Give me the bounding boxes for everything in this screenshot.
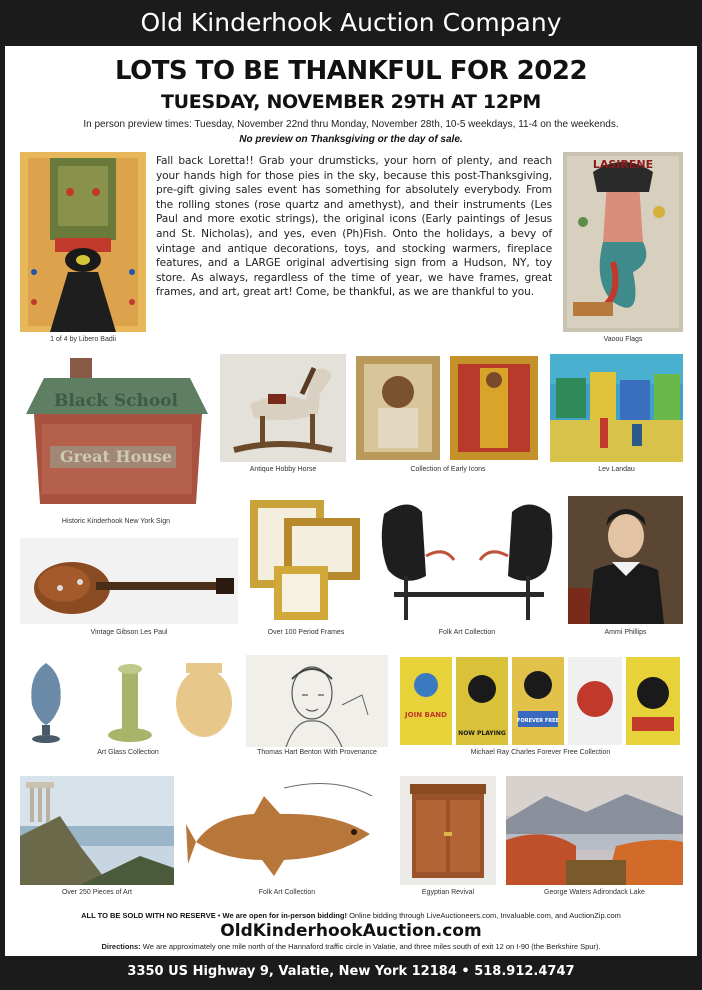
caption-lev-landau: Lev Landau (598, 466, 635, 473)
vaudou-title-text: LASIRENE (592, 158, 654, 171)
lev-landau-image (550, 354, 683, 462)
caption-early-icons: Collection of Early Icons (410, 466, 486, 473)
sign-line1-text: Black School (53, 391, 179, 411)
website-link[interactable]: OldKinderhookAuction.com (220, 921, 482, 941)
caption-folk-art-roosters: Folk Art Collection (438, 629, 496, 636)
folk-art-roosters-image (374, 496, 560, 624)
folk-art-fish-image (184, 776, 390, 885)
benton-drawing-image (246, 655, 388, 747)
ammi-phillips-image (568, 496, 683, 624)
caption-kinderhook-sign: Historic Kinderhook New York Sign (61, 518, 171, 525)
caption-benton: Thomas Hart Benton With Provenance (257, 749, 377, 756)
hobby-horse-image (220, 354, 346, 462)
online-bidding-text: Online bidding through LiveAuctioneers.com, Invaluable.com, and AuctionZip.com (349, 911, 621, 920)
ray-poster2-text: NOW PLAYING (458, 730, 506, 737)
caption-vaudou-flags: Vaoou Flags (603, 336, 643, 343)
sale-description: Fall back Loretta!! Grab your drumsticks, your horn of plenty, and reach your hands high for those pies in the sky, because this post-Thanksgiving, pre-gift giving sales event has something for absolutely everybody. From the rolling stones (rose quartz and amethyst), and their instruments (Les Paul and more exotic strings), the original icons (Early paintings of Jesus and St. Nicholas), and yes, even (Ph)Fish. Onto the holidays, a bevy of vintage and antique decorations, toys, and stocking warmers, fireplace features, and a LARGE original advertising sign from a Hudson, NY, toy store. As always, regardless of the time of year, we have frames, great frames, and art, great art! Come, be thankful, as we are thankful to you. (156, 155, 552, 299)
libero-badii-image (20, 152, 146, 332)
art-pieces-image (20, 776, 174, 885)
no-preview-note: No preview on Thanksgiving or the day of sale. (239, 134, 463, 145)
caption-art-pieces: Over 250 Pieces of Art (61, 889, 133, 896)
vaudou-flag-image (563, 152, 683, 332)
directions-text: We are approximately one mile north of the Hannaford traffic circle in Valatie, and three miles south of exit 12 on I-90 (the Berkshire Spur). (142, 942, 601, 951)
caption-period-frames: Over 100 Period Frames (267, 629, 345, 636)
sale-title: LOTS TO BE THANKFUL FOR 2022 (114, 56, 588, 86)
directions-line (14, 942, 688, 951)
ray-poster1-text: JOIN BAND (405, 711, 447, 719)
ray-poster3-text: FOREVER FREE (517, 718, 559, 724)
company-banner: Old Kinderhook Auction Company (0, 0, 702, 46)
caption-george-waters: George Waters Adirondack Lake (544, 889, 645, 896)
directions-label: Directions: (101, 942, 141, 951)
caption-ammi-phillips: Ammi Phillips (604, 629, 647, 636)
early-icons-image (354, 354, 542, 462)
caption-hobby-horse: Antique Hobby Horse (249, 466, 317, 473)
art-glass-image (20, 655, 236, 747)
caption-egyptian-revival: Egyptian Revival (421, 889, 475, 896)
caption-folk-art-fish: Folk Art Collection (258, 889, 316, 896)
preview-times: In person preview times: Tuesday, November 22nd thru Monday, November 28th, 10-5 weekdays, 11-4 on the weekends. (83, 119, 619, 130)
reserve-line: ALL TO BE SOLD WITH NO RESERVE • We are open for in-person bidding! Online bidding through LiveAuctioneers.com, Invaluable.com, and AuctionZip.com (81, 911, 621, 920)
george-waters-image (506, 776, 683, 885)
sign-line2-text: Great House (59, 447, 173, 466)
caption-michael-ray-charles: Michael Ray Charles Forever Free Collection (470, 749, 611, 756)
caption-art-glass: Art Glass Collection (97, 749, 159, 756)
les-paul-guitar-image (20, 538, 238, 624)
michael-ray-charles-image (398, 655, 683, 747)
egyptian-revival-image (400, 776, 496, 885)
sale-date: TUESDAY, NOVEMBER 29TH AT 12PM (161, 91, 541, 113)
period-frames-image (246, 496, 366, 624)
in-person-bidding-text: We are open for in-person bidding! (222, 911, 347, 920)
kinderhook-sign-image (20, 354, 212, 514)
no-reserve-text: ALL TO BE SOLD WITH NO RESERVE (81, 911, 216, 920)
caption-libero-badii: 1 of 4 by Libero Badii (50, 336, 116, 343)
address-banner: 3350 US Highway 9, Valatie, New York 12184 • 518.912.4747 (0, 956, 702, 990)
caption-les-paul: Vintage Gibson Les Paul (90, 629, 168, 636)
